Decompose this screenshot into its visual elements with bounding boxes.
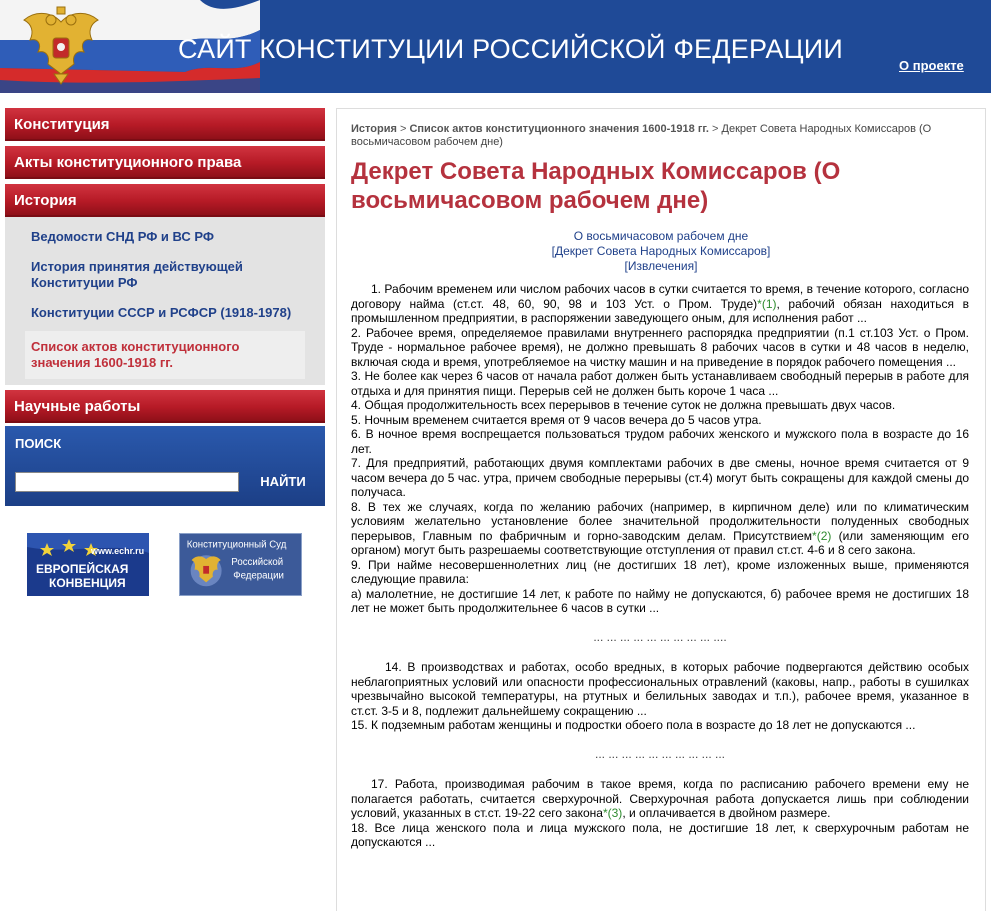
breadcrumb-acts-list[interactable]: Список актов конституционного значения 1600-1918 гг. bbox=[409, 123, 709, 135]
ksrf-line1: Конституционный Суд bbox=[186, 539, 287, 551]
document-text bbox=[351, 282, 969, 850]
paragraph-text: 17. Работа, производимая рабочим в такое время, когда по расписанию рабочего времени ему не полагается работать, считается сверхурочной. Сверхурочная работа допускается лишь при соблюдении условий, указанных в ст.ст. 19-22 сего закона bbox=[351, 777, 969, 820]
omission-dots: ... ... ... ... ... ... ... ... ... .... bbox=[593, 629, 727, 644]
main-content bbox=[336, 108, 986, 911]
doc-header-line1: О восьмичасовом рабочем дне bbox=[573, 229, 749, 243]
doc-header-line3: [Извлечения] bbox=[624, 259, 698, 273]
paragraph-17 bbox=[351, 777, 969, 821]
echr-line2: КОНВЕНЦИЯ bbox=[49, 576, 126, 590]
constitutional-court-banner[interactable] bbox=[179, 533, 302, 596]
paragraph-1 bbox=[351, 282, 969, 326]
breadcrumb-separator: > bbox=[399, 123, 407, 135]
paragraph-9: 9. При найме несовершеннолетних лиц (не достигших 18 лет), кроме изложенных выше, применяются следующие правила: bbox=[351, 557, 969, 586]
menu-item-constitutional-law-acts[interactable]: Акты конституционного права bbox=[5, 146, 325, 179]
paragraph-text: (или заменяющим его органом) могут быть разрешаемы соответствующие отступления от правил ст.ст. 4-6 и 8 сего закона. bbox=[351, 528, 969, 557]
paragraph-9a: а) малолетние, не достигшие 14 лет, к работе по найму не допускаются, б) рабочее время не достигших 18 лет не может быть продолжительнее 6 часов в сутки ... bbox=[351, 586, 969, 615]
footnote-link-1[interactable]: *(1) bbox=[757, 296, 777, 311]
submenu-item-acts-list-active[interactable]: Список актов конституционного значения 1600-1918 гг. bbox=[25, 331, 305, 379]
menu-item-scientific-works[interactable]: Научные работы bbox=[5, 390, 325, 423]
echr-url: www.echr.ru bbox=[91, 546, 145, 556]
search-button[interactable]: НАЙТИ bbox=[248, 469, 318, 493]
paragraph-7: 7. Для предприятий, работающих двумя комплектами рабочих в две смены, ночное время считается от 9 часом вечера до 5 час. утра, причем свободные перерывы (ст.4) могут быть сокращены для каждой смены до получаса. bbox=[351, 456, 969, 499]
paragraph-6: 6. В ночное время воспрещается пользоваться трудом рабочих женского и мужского пола в возрасте до 16 лет. bbox=[351, 427, 969, 456]
echr-banner[interactable] bbox=[27, 533, 149, 596]
menu-item-constitution[interactable]: Конституция bbox=[5, 108, 325, 141]
site-title: САЙТ КОНСТИТУЦИИ РОССИЙСКОЙ ФЕДЕРАЦИИ bbox=[178, 34, 843, 64]
paragraph-3: 3. Не более как через 6 часов от начала работ должен быть устанавливаем свободный перерыв в работе для отдыха и для принятия пищи. Перерыв сей не должен быть короче 1 часа ... bbox=[351, 369, 969, 398]
breadcrumb bbox=[351, 123, 971, 149]
paragraph-15: 15. К подземным работам женщины и подростки обоего пола в возрасте до 18 лет не допускаются ... bbox=[351, 718, 916, 732]
paragraph-18: 18. Все лица женского пола и лица мужского пола, не достигшие 18 лет, к сверхурочным работам не допускаются ... bbox=[351, 820, 969, 849]
paragraph-2: 2. Рабочее время, определяемое правилами внутреннего распорядка предприятии (п.1 ст.103 Уст. о Пром. Труде - нормальное рабочее время), не должно превышать 8 рабочих часов в сутки и 48 часов в неделю, включая сюда и время, употребляемое на чистку машин и на приведение в порядок рабочего помещения ... bbox=[351, 325, 969, 369]
omission-dots: ... ... ... ... ... ... ... ... ... ... bbox=[594, 746, 726, 761]
footnote-link-3[interactable]: *(3) bbox=[602, 806, 623, 820]
breadcrumb-separator: > bbox=[712, 123, 719, 135]
sidebar bbox=[5, 108, 325, 428]
paragraph-4: 4. Общая продолжительность всех перерывов в течение суток не должна превышать двух часов. bbox=[351, 398, 896, 412]
search-panel bbox=[5, 426, 325, 506]
paragraph-text: 8. В тех же случаях, когда по желанию рабочих (например, в кирпичном деле) или по климатическим условиям желательно установление более значительной продолжительности полуденных свободных перерывов, Главным по фабричным и горно-заводским делам. Присутствием bbox=[351, 499, 969, 543]
paragraph-8 bbox=[351, 500, 969, 558]
paragraph-text: , и оплачивается в двойном размере. bbox=[622, 806, 831, 820]
page-title: Декрет Совета Народных Комиссаров (О восьмичасовом рабочем дне) bbox=[351, 158, 841, 214]
menu-item-history[interactable]: История bbox=[5, 184, 325, 217]
ksrf-line3: Федерации bbox=[233, 570, 284, 582]
paragraph-5: 5. Ночным временем считается время от 9 часов вечера до 5 часов утра. bbox=[351, 412, 762, 427]
footnote-link-2[interactable]: *(2) bbox=[812, 528, 832, 543]
document-header bbox=[351, 229, 971, 274]
ksrf-line2: Российской bbox=[231, 556, 284, 568]
breadcrumb-current: Декрет Совета Народных Комиссаров (О восьмичасовом рабочем дне) bbox=[351, 123, 932, 148]
echr-line1: ЕВРОПЕЙСКАЯ bbox=[36, 562, 129, 576]
doc-header-line2: [Декрет Совета Народных Комиссаров] bbox=[551, 244, 771, 258]
about-project-link[interactable]: О проекте bbox=[899, 58, 964, 73]
site-header bbox=[0, 0, 991, 93]
paragraph-text: , рабочий обязан находиться в промышленном предприятии, в распоряжении заведующего оным, для исполнения работ ... bbox=[351, 296, 969, 325]
submenu-item-adoption-history[interactable]: История принятия действующей Конституции РФ bbox=[31, 259, 243, 290]
submenu-item-ussr-rsfsr-constitutions[interactable]: Конституции СССР и РСФСР (1918-1978) bbox=[31, 305, 292, 320]
breadcrumb-history[interactable]: История bbox=[351, 123, 397, 135]
search-title: ПОИСК bbox=[15, 436, 62, 451]
search-input[interactable] bbox=[15, 472, 239, 492]
paragraph-14: 14. В производствах и работах, особо вредных, в которых рабочие подвергаются действию особых неблагоприятных условий или опасности профессиональных отравлений (каковы, напр., работы в сушилках чрезвычайно высокой температуры, на ртутных и белильных заводах и т.п.), рабочее время, указанное в ст.ст. 3-5 и 8, подлежит дальнейшему сокращению ... bbox=[351, 660, 969, 718]
paragraph-text: 1. Рабочим временем или числом рабочих часов в сутки считается то время, в течение которого, согласно договору найма (ст.ст. 48, 60, 90, 98 и 103 Уст. о Пром. Труде) bbox=[351, 282, 969, 311]
submenu-item-vedomosti[interactable]: Ведомости СНД РФ и ВС РФ bbox=[31, 229, 215, 244]
history-submenu bbox=[5, 217, 325, 385]
double-headed-eagle-emblem-icon bbox=[18, 4, 104, 90]
